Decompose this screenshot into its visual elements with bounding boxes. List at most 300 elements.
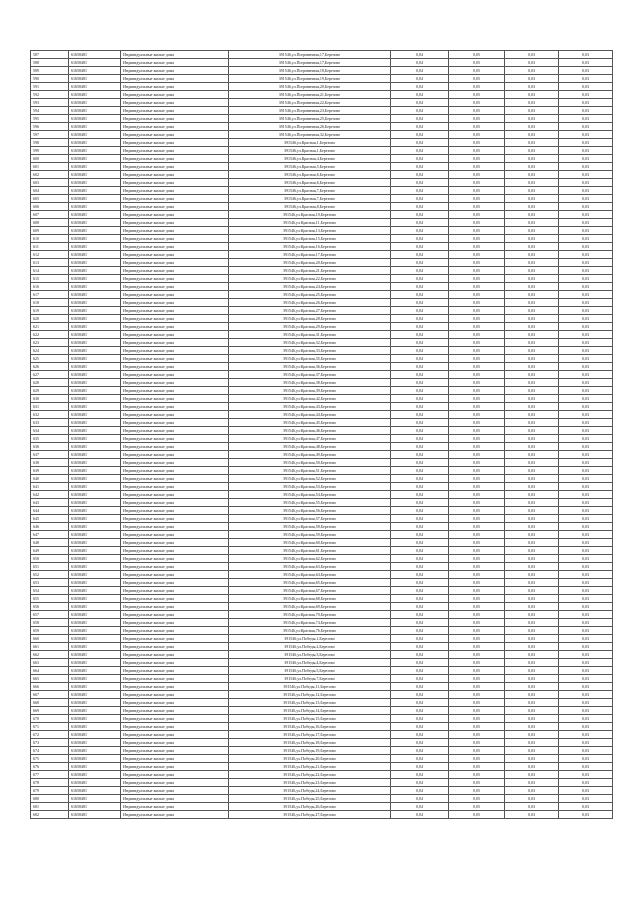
table-row	[31, 659, 613, 667]
row-number: 649	[31, 547, 69, 555]
address: 391546,ул.Красная,46,Березово	[229, 427, 391, 435]
table-row	[31, 67, 613, 75]
value-2: 0,05	[449, 371, 505, 379]
table-row	[31, 699, 613, 707]
value-2: 0,05	[449, 419, 505, 427]
value-2: 0,05	[449, 427, 505, 435]
table-row	[31, 707, 613, 715]
row-number: 682	[31, 811, 69, 819]
oktmo-code: 61658481	[69, 203, 121, 211]
table-row	[31, 155, 613, 163]
row-number: 611	[31, 243, 69, 251]
address: 391546,ул.Красная,4,Березово	[229, 155, 391, 163]
value-2: 0,05	[449, 651, 505, 659]
value-3: 0,03	[505, 243, 559, 251]
value-4: 0,03	[559, 59, 613, 67]
table-row	[31, 595, 613, 603]
oktmo-code: 61658481	[69, 275, 121, 283]
table-row	[31, 515, 613, 523]
row-number: 638	[31, 459, 69, 467]
row-number: 618	[31, 299, 69, 307]
row-number: 631	[31, 403, 69, 411]
value-2: 0,05	[449, 75, 505, 83]
address: 391546,ул.Красная,11,Березово	[229, 219, 391, 227]
value-4: 0,03	[559, 227, 613, 235]
object-kind: Индивидуальные жилые дома	[121, 611, 229, 619]
value-2: 0,05	[449, 603, 505, 611]
oktmo-code: 61658481	[69, 651, 121, 659]
value-3: 0,03	[505, 755, 559, 763]
table-row	[31, 371, 613, 379]
value-2: 0,05	[449, 539, 505, 547]
value-1: 0,04	[391, 75, 449, 83]
value-1: 0,04	[391, 579, 449, 587]
row-number: 594	[31, 107, 69, 115]
value-2: 0,05	[449, 411, 505, 419]
value-3: 0,03	[505, 355, 559, 363]
value-1: 0,04	[391, 83, 449, 91]
oktmo-code: 61658481	[69, 339, 121, 347]
address: 391546,ул.Красная,7,Березово	[229, 195, 391, 203]
oktmo-code: 61658481	[69, 147, 121, 155]
value-3: 0,03	[505, 667, 559, 675]
row-number: 625	[31, 355, 69, 363]
value-4: 0,03	[559, 579, 613, 587]
value-2: 0,05	[449, 379, 505, 387]
address: 391546,ул.Красная,35,Березово	[229, 355, 391, 363]
value-3: 0,03	[505, 227, 559, 235]
value-4: 0,03	[559, 611, 613, 619]
table-row	[31, 723, 613, 731]
address: 391546,ул.Красная,6,Березово	[229, 171, 391, 179]
address: 391546,ул.Пограничная,17,Березово	[229, 59, 391, 67]
value-4: 0,03	[559, 547, 613, 555]
row-number: 658	[31, 619, 69, 627]
value-3: 0,03	[505, 707, 559, 715]
address: 391546,ул.Красная,6,Березово	[229, 179, 391, 187]
row-number: 620	[31, 315, 69, 323]
address: 391546,ул.Пограничная,21,Березово	[229, 91, 391, 99]
object-kind: Индивидуальные жилые дома	[121, 331, 229, 339]
value-1: 0,04	[391, 443, 449, 451]
value-1: 0,04	[391, 723, 449, 731]
address: 391546,ул.Красная,52,Березово	[229, 475, 391, 483]
row-number: 665	[31, 675, 69, 683]
table-row	[31, 523, 613, 531]
address: 391546,ул.Пограничная,20,Березово	[229, 83, 391, 91]
value-4: 0,03	[559, 115, 613, 123]
row-number: 601	[31, 163, 69, 171]
object-kind: Индивидуальные жилые дома	[121, 371, 229, 379]
value-3: 0,03	[505, 91, 559, 99]
value-4: 0,03	[559, 107, 613, 115]
table-row	[31, 811, 613, 819]
value-2: 0,05	[449, 779, 505, 787]
value-3: 0,03	[505, 699, 559, 707]
address: 391546,ул.Победы,1,Березово	[229, 635, 391, 643]
oktmo-code: 61658481	[69, 523, 121, 531]
value-3: 0,03	[505, 339, 559, 347]
address: 391546,ул.Красная,58,Березово	[229, 523, 391, 531]
value-1: 0,04	[391, 811, 449, 819]
value-1: 0,04	[391, 523, 449, 531]
value-3: 0,03	[505, 139, 559, 147]
address: 391546,ул.Красная,65,Березово	[229, 579, 391, 587]
value-1: 0,04	[391, 587, 449, 595]
address: 391546,ул.Победы,14,Березово	[229, 707, 391, 715]
value-4: 0,03	[559, 675, 613, 683]
oktmo-code: 61658481	[69, 739, 121, 747]
value-1: 0,04	[391, 155, 449, 163]
table-row	[31, 483, 613, 491]
value-3: 0,03	[505, 403, 559, 411]
value-1: 0,04	[391, 547, 449, 555]
value-3: 0,03	[505, 235, 559, 243]
address: 391546,ул.Пограничная,26,Березово	[229, 123, 391, 131]
value-4: 0,03	[559, 307, 613, 315]
object-kind: Индивидуальные жилые дома	[121, 459, 229, 467]
row-number: 640	[31, 475, 69, 483]
value-2: 0,05	[449, 187, 505, 195]
value-3: 0,03	[505, 787, 559, 795]
object-kind: Индивидуальные жилые дома	[121, 251, 229, 259]
oktmo-code: 61658481	[69, 379, 121, 387]
value-4: 0,03	[559, 483, 613, 491]
value-4: 0,03	[559, 635, 613, 643]
value-2: 0,05	[449, 595, 505, 603]
value-3: 0,03	[505, 675, 559, 683]
value-4: 0,03	[559, 363, 613, 371]
address: 391546,ул.Красная,61,Березово	[229, 547, 391, 555]
object-kind: Индивидуальные жилые дома	[121, 475, 229, 483]
row-number: 613	[31, 259, 69, 267]
address: 391546,ул.Красная,25,Березово	[229, 291, 391, 299]
table-row	[31, 75, 613, 83]
value-1: 0,04	[391, 267, 449, 275]
value-2: 0,05	[449, 811, 505, 819]
object-kind: Индивидуальные жилые дома	[121, 243, 229, 251]
row-number: 605	[31, 195, 69, 203]
value-1: 0,04	[391, 163, 449, 171]
object-kind: Индивидуальные жилые дома	[121, 123, 229, 131]
oktmo-code: 61658481	[69, 627, 121, 635]
value-3: 0,03	[505, 299, 559, 307]
value-4: 0,03	[559, 531, 613, 539]
row-number: 636	[31, 443, 69, 451]
value-1: 0,04	[391, 539, 449, 547]
table-row	[31, 267, 613, 275]
value-3: 0,03	[505, 107, 559, 115]
value-4: 0,03	[559, 499, 613, 507]
oktmo-code: 61658481	[69, 131, 121, 139]
value-3: 0,03	[505, 523, 559, 531]
value-1: 0,04	[391, 491, 449, 499]
row-number: 678	[31, 779, 69, 787]
oktmo-code: 61658481	[69, 363, 121, 371]
address: 391546,ул.Победы,23,Березово	[229, 779, 391, 787]
object-kind: Индивидуальные жилые дома	[121, 395, 229, 403]
value-4: 0,03	[559, 75, 613, 83]
row-number: 627	[31, 371, 69, 379]
table-row	[31, 499, 613, 507]
object-kind: Индивидуальные жилые дома	[121, 643, 229, 651]
value-4: 0,03	[559, 163, 613, 171]
row-number: 641	[31, 483, 69, 491]
table-row	[31, 259, 613, 267]
value-3: 0,03	[505, 363, 559, 371]
value-3: 0,03	[505, 611, 559, 619]
value-3: 0,03	[505, 763, 559, 771]
value-1: 0,04	[391, 667, 449, 675]
address: 391546,ул.Красная,68,Березово	[229, 595, 391, 603]
oktmo-code: 61658481	[69, 755, 121, 763]
table-row	[31, 323, 613, 331]
value-4: 0,03	[559, 427, 613, 435]
value-2: 0,05	[449, 483, 505, 491]
value-3: 0,03	[505, 443, 559, 451]
object-kind: Индивидуальные жилые дома	[121, 187, 229, 195]
row-number: 610	[31, 235, 69, 243]
oktmo-code: 61658481	[69, 763, 121, 771]
row-number: 671	[31, 723, 69, 731]
row-number: 617	[31, 291, 69, 299]
address: 391546,ул.Пограничная,25,Березово	[229, 115, 391, 123]
value-2: 0,05	[449, 179, 505, 187]
row-number: 668	[31, 699, 69, 707]
row-number: 609	[31, 227, 69, 235]
value-3: 0,03	[505, 387, 559, 395]
table-row	[31, 283, 613, 291]
value-4: 0,03	[559, 691, 613, 699]
object-kind: Индивидуальные жилые дома	[121, 307, 229, 315]
value-1: 0,04	[391, 771, 449, 779]
value-2: 0,05	[449, 731, 505, 739]
address: 391546,ул.Красная,37,Березово	[229, 371, 391, 379]
row-number: 656	[31, 603, 69, 611]
value-1: 0,04	[391, 339, 449, 347]
row-number: 667	[31, 691, 69, 699]
address: 391546,ул.Победы,17,Березово	[229, 731, 391, 739]
value-1: 0,04	[391, 619, 449, 627]
value-3: 0,03	[505, 427, 559, 435]
object-kind: Индивидуальные жилые дома	[121, 219, 229, 227]
value-1: 0,04	[391, 331, 449, 339]
address: 391546,ул.Победы,24,Березово	[229, 787, 391, 795]
object-kind: Индивидуальные жилые дома	[121, 315, 229, 323]
value-1: 0,04	[391, 259, 449, 267]
value-4: 0,03	[559, 603, 613, 611]
value-4: 0,03	[559, 179, 613, 187]
row-number: 677	[31, 771, 69, 779]
row-number: 632	[31, 411, 69, 419]
value-1: 0,04	[391, 739, 449, 747]
table-row	[31, 123, 613, 131]
row-number: 662	[31, 651, 69, 659]
value-3: 0,03	[505, 99, 559, 107]
oktmo-code: 61658481	[69, 507, 121, 515]
value-3: 0,03	[505, 731, 559, 739]
value-1: 0,04	[391, 603, 449, 611]
value-4: 0,03	[559, 523, 613, 531]
value-3: 0,03	[505, 579, 559, 587]
value-3: 0,03	[505, 67, 559, 75]
value-3: 0,03	[505, 499, 559, 507]
table-row	[31, 251, 613, 259]
value-2: 0,05	[449, 739, 505, 747]
table-row	[31, 227, 613, 235]
row-number: 628	[31, 379, 69, 387]
value-3: 0,03	[505, 267, 559, 275]
value-2: 0,05	[449, 787, 505, 795]
oktmo-code: 61658481	[69, 291, 121, 299]
value-3: 0,03	[505, 275, 559, 283]
value-3: 0,03	[505, 259, 559, 267]
value-4: 0,03	[559, 507, 613, 515]
value-1: 0,04	[391, 123, 449, 131]
table-row	[31, 379, 613, 387]
row-number: 645	[31, 515, 69, 523]
value-2: 0,05	[449, 451, 505, 459]
row-number: 637	[31, 451, 69, 459]
table-row	[31, 771, 613, 779]
row-number: 680	[31, 795, 69, 803]
table-row	[31, 347, 613, 355]
value-1: 0,04	[391, 515, 449, 523]
value-3: 0,03	[505, 459, 559, 467]
value-1: 0,04	[391, 699, 449, 707]
value-4: 0,03	[559, 275, 613, 283]
value-4: 0,03	[559, 91, 613, 99]
value-2: 0,05	[449, 563, 505, 571]
row-number: 670	[31, 715, 69, 723]
value-3: 0,03	[505, 691, 559, 699]
value-1: 0,04	[391, 747, 449, 755]
value-3: 0,03	[505, 331, 559, 339]
object-kind: Индивидуальные жилые дома	[121, 579, 229, 587]
table-row	[31, 107, 613, 115]
row-number: 659	[31, 627, 69, 635]
address: 391546,ул.Красная,60,Березово	[229, 539, 391, 547]
value-4: 0,03	[559, 195, 613, 203]
value-1: 0,04	[391, 435, 449, 443]
address: 391546,ул.Красная,24,Березово	[229, 283, 391, 291]
value-3: 0,03	[505, 483, 559, 491]
value-2: 0,05	[449, 115, 505, 123]
value-4: 0,03	[559, 67, 613, 75]
object-kind: Индивидуальные жилые дома	[121, 419, 229, 427]
value-4: 0,03	[559, 787, 613, 795]
table-row	[31, 795, 613, 803]
value-2: 0,05	[449, 307, 505, 315]
table-row	[31, 363, 613, 371]
value-1: 0,04	[391, 627, 449, 635]
object-kind: Индивидуальные жилые дома	[121, 59, 229, 67]
value-2: 0,05	[449, 67, 505, 75]
value-1: 0,04	[391, 59, 449, 67]
value-4: 0,03	[559, 323, 613, 331]
address: 391546,ул.Красная,1,Березово	[229, 147, 391, 155]
value-3: 0,03	[505, 307, 559, 315]
table-row	[31, 547, 613, 555]
value-2: 0,05	[449, 163, 505, 171]
row-number: 661	[31, 643, 69, 651]
value-1: 0,04	[391, 115, 449, 123]
value-1: 0,04	[391, 243, 449, 251]
object-kind: Индивидуальные жилые дома	[121, 67, 229, 75]
value-3: 0,03	[505, 507, 559, 515]
row-number: 614	[31, 267, 69, 275]
row-number: 644	[31, 507, 69, 515]
address: 391546,ул.Красная,1,Березово	[229, 139, 391, 147]
table-row	[31, 171, 613, 179]
value-3: 0,03	[505, 603, 559, 611]
table-row	[31, 411, 613, 419]
table-row	[31, 739, 613, 747]
table-row	[31, 203, 613, 211]
value-2: 0,05	[449, 235, 505, 243]
value-1: 0,04	[391, 355, 449, 363]
address: 391546,ул.Красная,8,Березово	[229, 203, 391, 211]
table-row	[31, 779, 613, 787]
row-number: 655	[31, 595, 69, 603]
oktmo-code: 61658481	[69, 683, 121, 691]
value-3: 0,03	[505, 163, 559, 171]
address: 391546,ул.Победы,19,Березово	[229, 747, 391, 755]
row-number: 629	[31, 387, 69, 395]
value-2: 0,05	[449, 795, 505, 803]
address: 391546,ул.Красная,16,Березово	[229, 243, 391, 251]
address: 391546,ул.Красная,48,Березово	[229, 443, 391, 451]
object-kind: Индивидуальные жилые дома	[121, 451, 229, 459]
object-kind: Индивидуальные жилые дома	[121, 675, 229, 683]
value-1: 0,04	[391, 347, 449, 355]
document-page	[30, 50, 612, 819]
value-1: 0,04	[391, 755, 449, 763]
object-kind: Индивидуальные жилые дома	[121, 227, 229, 235]
address: 391546,ул.Красная,57,Березово	[229, 515, 391, 523]
object-kind: Индивидуальные жилые дома	[121, 779, 229, 787]
address: 391546,ул.Красная,67,Березово	[229, 587, 391, 595]
value-1: 0,04	[391, 147, 449, 155]
value-3: 0,03	[505, 491, 559, 499]
value-3: 0,03	[505, 323, 559, 331]
address: 391546,ул.Пограничная,23,Березово	[229, 107, 391, 115]
object-kind: Индивидуальные жилые дома	[121, 115, 229, 123]
object-kind: Индивидуальные жилые дома	[121, 355, 229, 363]
value-1: 0,04	[391, 275, 449, 283]
address: 391546,ул.Красная,63,Березово	[229, 563, 391, 571]
object-kind: Индивидуальные жилые дома	[121, 555, 229, 563]
oktmo-code: 61658481	[69, 611, 121, 619]
value-2: 0,05	[449, 211, 505, 219]
oktmo-code: 61658481	[69, 243, 121, 251]
object-kind: Индивидуальные жилые дома	[121, 603, 229, 611]
value-3: 0,03	[505, 451, 559, 459]
value-2: 0,05	[449, 331, 505, 339]
table-row	[31, 651, 613, 659]
address: 391546,ул.Красная,31,Березово	[229, 331, 391, 339]
table-row	[31, 147, 613, 155]
address: 391546,ул.Пограничная,22,Березово	[229, 99, 391, 107]
value-3: 0,03	[505, 739, 559, 747]
address: 391546,ул.Красная,5,Березово	[229, 163, 391, 171]
row-number: 608	[31, 219, 69, 227]
address: 391546,ул.Красная,38,Березово	[229, 379, 391, 387]
value-2: 0,05	[449, 259, 505, 267]
object-kind: Индивидуальные жилые дома	[121, 803, 229, 811]
table-row	[31, 755, 613, 763]
value-3: 0,03	[505, 211, 559, 219]
